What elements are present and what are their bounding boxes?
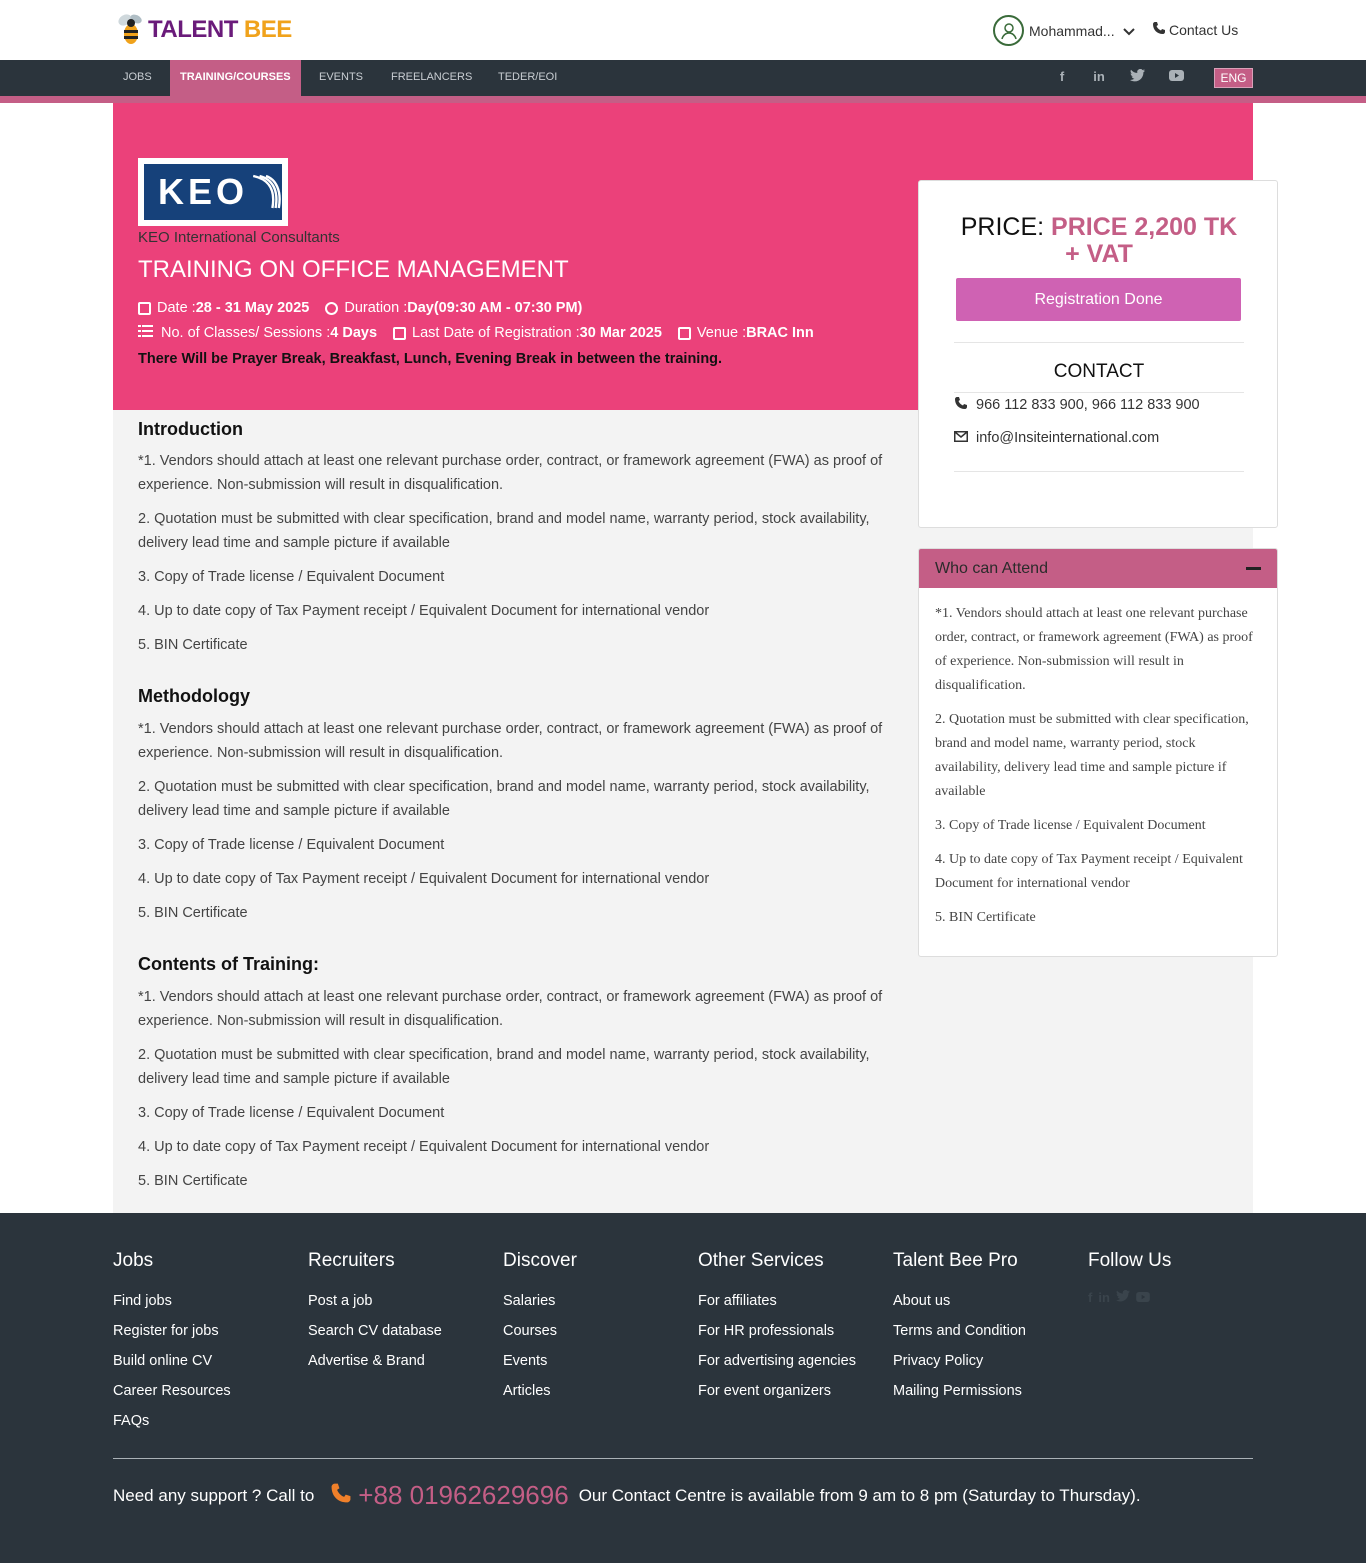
contact-us-link[interactable] <box>1152 21 1238 38</box>
classes-label: No. of Classes/ Sessions : <box>161 325 331 341</box>
phone-icon <box>1152 21 1166 38</box>
nav-accent-line <box>0 96 1366 103</box>
logo-text-talent: TALENT <box>148 16 238 43</box>
logo-text-bee: BEE <box>243 16 292 43</box>
support-prefix: Need any support ? Call to <box>113 1485 315 1505</box>
course-title: TRAINING ON OFFICE MANAGEMENT <box>138 256 569 283</box>
footer-link[interactable]: FAQs <box>113 1413 150 1429</box>
mail-icon <box>954 430 968 446</box>
venue-label: Venue : <box>696 325 747 341</box>
contact-phone <box>954 396 1200 414</box>
support-suffix: Our Contact Centre is available from 9 am to 8 pm (Saturday to Thursday). <box>578 1485 1141 1505</box>
footer-col-title: Talent Bee Pro <box>893 1250 1018 1271</box>
footer-col-recruiters <box>308 1250 442 1376</box>
footer-link[interactable]: Articles <box>503 1383 551 1399</box>
footer-col-follow-us <box>1088 1250 1171 1286</box>
price <box>919 214 1279 268</box>
list-icon <box>138 325 153 341</box>
chevron-down-icon <box>1123 23 1135 39</box>
footer-link[interactable]: About us <box>893 1293 951 1309</box>
contact-us-label: Contact Us <box>1169 21 1239 38</box>
registration-button[interactable]: Registration Done <box>956 278 1241 321</box>
linkedin-icon[interactable]: in <box>1093 69 1105 84</box>
method-para-1: *1. Vendors should attach at least one relevant purchase order, contract, or framework agreement (FWA) as proof of experience. Non-submission will result in disqualification. <box>138 721 883 761</box>
meta-row-2 <box>138 325 814 341</box>
who-can-attend-title: Who can Attend <box>935 560 1048 577</box>
attend-para-3: 3. Copy of Trade license / Equivalent Document <box>935 818 1206 833</box>
calendar-icon <box>678 327 691 340</box>
footer-link[interactable]: For affiliates <box>698 1293 777 1309</box>
contact-phone-text: 966 112 833 900, 966 112 833 900 <box>976 397 1200 413</box>
footer-col-title: Jobs <box>113 1250 154 1271</box>
classes-value: 4 Days <box>330 325 378 341</box>
meta-row-1 <box>138 300 582 316</box>
nav-freelancers[interactable]: FREELANCERS <box>391 71 473 83</box>
footer-col-title: Discover <box>503 1250 577 1271</box>
footer-link[interactable]: Career Resources <box>113 1383 231 1399</box>
footer-col-discover <box>503 1250 577 1406</box>
price-vat: + VAT <box>1065 240 1133 268</box>
divider <box>954 471 1244 472</box>
attend-para-4: 4. Up to date copy of Tax Payment receipt / Equivalent Document for international vendor <box>935 852 1243 891</box>
footer-link[interactable]: Salaries <box>503 1293 556 1309</box>
phone-icon <box>954 396 968 414</box>
user-menu[interactable] <box>993 15 1135 46</box>
contents-para-2: 2. Quotation must be submitted with clear specification, brand and model name, warranty period, stock availability, delivery lead time and sample picture if available <box>138 1047 870 1087</box>
twitter-icon[interactable] <box>1129 69 1145 85</box>
footer-link[interactable]: Courses <box>503 1323 557 1339</box>
who-can-attend-body <box>919 588 1277 930</box>
footer-link[interactable]: Mailing Permissions <box>893 1383 1022 1399</box>
nav-training-courses[interactable]: TRAINING/COURSES <box>170 60 301 96</box>
price-label: PRICE: <box>960 213 1052 241</box>
who-can-attend-header[interactable] <box>919 549 1277 588</box>
youtube-icon[interactable] <box>1136 1290 1150 1305</box>
intro-para-1: *1. Vendors should attach at least one relevant purchase order, contract, or framework agreement (FWA) as proof of experience. Non-submission will result in disqualification. <box>138 453 883 493</box>
price-card <box>918 180 1278 528</box>
twitter-icon[interactable] <box>1116 1290 1130 1305</box>
price-value: PRICE 2,200 TK <box>1051 213 1238 241</box>
footer-link[interactable]: Search CV database <box>308 1323 442 1339</box>
company-name: KEO International Consultants <box>138 229 340 246</box>
collapse-icon[interactable] <box>1246 567 1261 570</box>
calendar-icon <box>138 302 151 315</box>
footer-link[interactable]: Advertise & Brand <box>308 1353 425 1369</box>
method-para-4: 4. Up to date copy of Tax Payment receipt / Equivalent Document for international vendor <box>138 871 710 887</box>
bee-icon <box>116 12 146 48</box>
duration-label: Duration : <box>344 300 408 316</box>
footer-col-title: Follow Us <box>1088 1250 1172 1271</box>
last-date-value: 30 Mar 2025 <box>579 325 662 341</box>
section-title-methodology: Methodology <box>138 686 250 706</box>
footer-col-talent-bee-pro <box>893 1250 1026 1406</box>
attend-para-1: *1. Vendors should attach at least one relevant purchase order, contract, or framework agreement (FWA) as proof of experience. Non-submission will result in disqualification. <box>935 606 1253 693</box>
support-line <box>113 1480 1141 1511</box>
contents-para-4: 4. Up to date copy of Tax Payment receipt / Equivalent Document for international vendor <box>138 1139 710 1155</box>
footer-col-other-services <box>698 1250 856 1406</box>
intro-para-5: 5. BIN Certificate <box>138 637 248 653</box>
attend-para-5: 5. BIN Certificate <box>935 910 1036 925</box>
footer-social <box>1088 1290 1150 1305</box>
duration-value: Day(09:30 AM - 07:30 PM) <box>407 300 583 316</box>
footer-link[interactable]: For advertising agencies <box>698 1353 856 1369</box>
footer-col-title: Other Services <box>698 1250 824 1271</box>
contents-para-1: *1. Vendors should attach at least one relevant purchase order, contract, or framework agreement (FWA) as proof of experience. Non-submission will result in disqualification. <box>138 989 883 1029</box>
date-value: 28 - 31 May 2025 <box>195 300 310 316</box>
method-para-3: 3. Copy of Trade license / Equivalent Document <box>138 837 445 853</box>
contents-para-5: 5. BIN Certificate <box>138 1173 248 1189</box>
site-header <box>0 0 1366 60</box>
company-logo <box>138 158 288 226</box>
contents-para-3: 3. Copy of Trade license / Equivalent Document <box>138 1105 445 1121</box>
facebook-icon[interactable]: f <box>1088 1290 1093 1305</box>
clock-icon <box>325 302 338 315</box>
phone-icon <box>330 1482 352 1509</box>
footer-link[interactable]: For HR professionals <box>698 1323 835 1339</box>
nav-jobs[interactable]: JOBS <box>123 71 152 83</box>
section-title-introduction: Introduction <box>138 419 243 439</box>
support-phone[interactable]: +88 01962629696 <box>358 1480 569 1510</box>
last-date-label: Last Date of Registration : <box>412 325 580 341</box>
venue-value: BRAC Inn <box>746 325 814 341</box>
intro-para-4: 4. Up to date copy of Tax Payment receipt / Equivalent Document for international vendor <box>138 603 710 619</box>
company-logo-text: KEO <box>158 171 249 212</box>
footer-link[interactable]: Events <box>503 1353 548 1369</box>
footer-col-title: Recruiters <box>308 1250 395 1271</box>
divider <box>954 392 1244 393</box>
footer-link[interactable]: Find jobs <box>113 1293 172 1309</box>
nav-events[interactable]: EVENTS <box>319 71 364 83</box>
method-para-5: 5. BIN Certificate <box>138 905 248 921</box>
nav-teder-eoi[interactable]: TEDER/EOI <box>498 71 558 83</box>
contact-title: CONTACT <box>1053 361 1145 382</box>
linkedin-icon[interactable]: in <box>1098 1290 1110 1305</box>
youtube-icon[interactable] <box>1168 69 1184 85</box>
divider <box>954 342 1244 343</box>
method-para-2: 2. Quotation must be submitted with clear specification, brand and model name, warranty period, stock availability, delivery lead time and sample picture if available <box>138 779 870 819</box>
intro-para-2: 2. Quotation must be submitted with clear specification, brand and model name, warranty period, stock availability, delivery lead time and sample picture if available <box>138 511 870 551</box>
footer-link[interactable]: For event organizers <box>698 1383 831 1399</box>
footer-link[interactable]: Terms and Condition <box>893 1323 1026 1339</box>
who-can-attend-panel <box>918 548 1278 957</box>
date-label: Date : <box>157 300 196 316</box>
avatar <box>993 15 1024 46</box>
site-logo[interactable] <box>116 10 292 50</box>
footer-divider <box>113 1458 1253 1459</box>
contact-email-text: info@Insiteinternational.com <box>976 430 1160 446</box>
user-name: Mohammad... <box>1029 22 1115 39</box>
contact-email[interactable] <box>954 430 1159 446</box>
calendar-icon <box>393 327 406 340</box>
attend-para-2: 2. Quotation must be submitted with clear specification, brand and model name, warranty period, stock availability, delivery lead time and sample picture if available <box>935 712 1249 799</box>
break-note: There Will be Prayer Break, Breakfast, Lunch, Evening Break in between the training. <box>138 351 723 367</box>
facebook-icon[interactable]: f <box>1059 69 1065 84</box>
footer-link[interactable]: Register for jobs <box>113 1323 219 1339</box>
footer-link[interactable]: Build online CV <box>113 1353 213 1369</box>
section-title-contents: Contents of Training: <box>138 954 319 974</box>
intro-para-3: 3. Copy of Trade license / Equivalent Document <box>138 569 445 585</box>
footer-link[interactable]: Privacy Policy <box>893 1353 984 1369</box>
footer-col-jobs <box>113 1250 231 1436</box>
footer-link[interactable]: Post a job <box>308 1293 373 1309</box>
language-switch[interactable]: ENG <box>1214 68 1253 88</box>
main-nav <box>0 60 1366 96</box>
